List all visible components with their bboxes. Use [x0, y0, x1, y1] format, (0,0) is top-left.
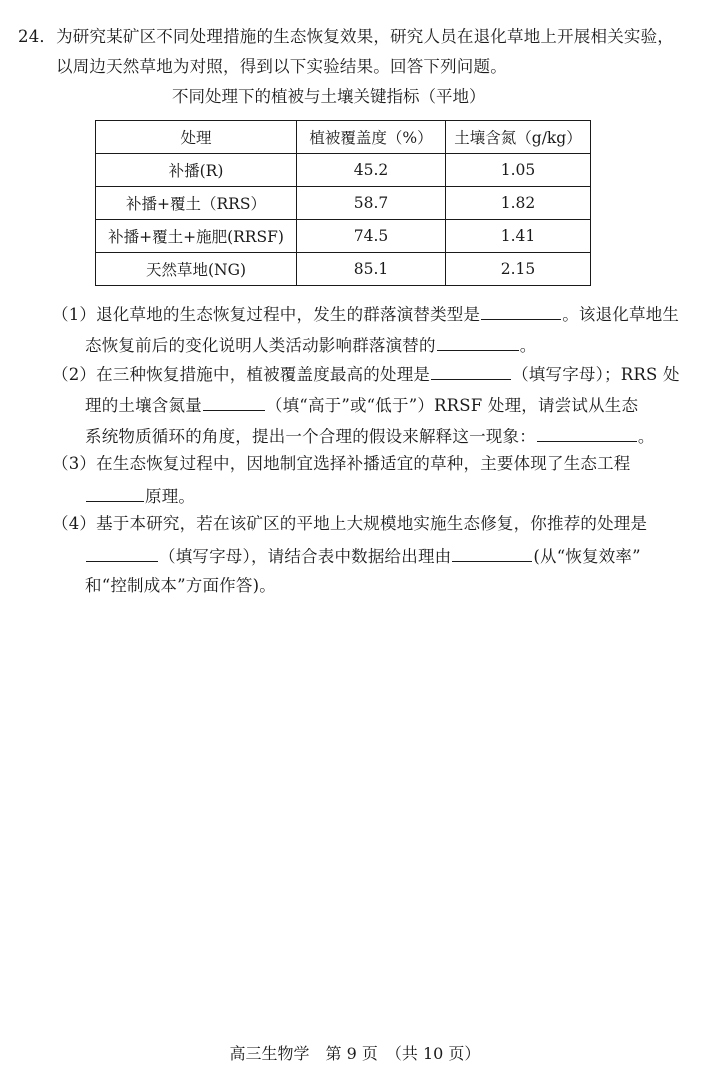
subquestion-3-line-1: （3）在生态恢复过程中，因地制宜选择补播适宜的草种，主要体现了生态工程 — [52, 454, 631, 473]
cell-treatment: 补播+覆土+施肥(RRSF) — [96, 220, 297, 253]
answer-blank-1b[interactable] — [437, 333, 519, 351]
cell-treatment: 补播+覆土（RRS） — [96, 187, 297, 220]
table-row — [96, 154, 591, 187]
question-intro-line-1: 24．为研究某矿区不同处理措施的生态恢复效果，研究人员在退化草地上开展相关实验， — [18, 27, 674, 46]
subquestion-2-text-d: （填“高于”或“低于”）RRSF 处理，请尝试从生态 — [265, 396, 639, 415]
header-cell-treatment: 处理 — [96, 121, 297, 154]
header-cell-coverage: 植被覆盖度（%） — [297, 121, 446, 154]
subquestion-4-text-a: （填写字母），请结合表中数据给出理由 — [159, 547, 452, 566]
header-cell-nitrogen: 土壤含氮（g/kg） — [446, 121, 591, 154]
subquestion-1-line-1 — [52, 302, 679, 326]
question-intro-line-2: 以周边天然草地为对照，得到以下实验结果。回答下列问题。 — [56, 57, 507, 76]
subquestion-1-line-2 — [85, 333, 536, 357]
subquestion-2-text-a: （2）在三种恢复措施中，植被覆盖度最高的处理是 — [52, 365, 431, 384]
cell-coverage: 85.1 — [297, 253, 446, 286]
subquestion-2-text-c: 理的土壤含氮量 — [85, 396, 202, 415]
data-table — [95, 120, 591, 286]
answer-blank-1a[interactable] — [481, 302, 561, 320]
subquestion-1-text-b: 。该退化草地生 — [562, 305, 680, 324]
cell-coverage: 45.2 — [297, 154, 446, 187]
cell-coverage: 58.7 — [297, 187, 446, 220]
cell-nitrogen: 2.15 — [446, 253, 591, 286]
subquestion-1-text-c: 态恢复前后的变化说明人类活动影响群落演替的 — [85, 336, 436, 355]
subquestion-4-line-2 — [85, 544, 641, 568]
subquestion-2-line-3 — [85, 424, 655, 448]
subquestion-2-text-e: 系统物质循环的角度，提出一个合理的假设来解释这一现象： — [85, 427, 536, 446]
subquestion-4-line-1: （4）基于本研究，若在该矿区的平地上大规模地实施生态修复，你推荐的处理是 — [52, 514, 648, 533]
table-row — [96, 220, 591, 253]
answer-blank-2a[interactable] — [431, 362, 511, 380]
subquestion-3-line-2 — [85, 484, 195, 508]
table-caption: 不同处理下的植被与土壤关键指标（平地） — [172, 87, 486, 106]
cell-treatment: 天然草地(NG) — [96, 253, 297, 286]
answer-blank-2c[interactable] — [537, 424, 637, 442]
table-header-row — [96, 121, 591, 154]
cell-coverage: 74.5 — [297, 220, 446, 253]
subquestion-1-text-d: 。 — [519, 336, 537, 355]
page-footer: 高三生物学 第 9 页 （共 10 页） — [229, 1044, 481, 1063]
answer-blank-4a[interactable] — [86, 544, 158, 562]
subquestion-2-text-b: （填写字母）；RRS 处 — [512, 365, 680, 384]
cell-nitrogen: 1.82 — [446, 187, 591, 220]
table-row — [96, 187, 591, 220]
subquestion-2-line-1 — [52, 362, 680, 386]
subquestion-2-line-2 — [85, 393, 638, 417]
cell-nitrogen: 1.41 — [446, 220, 591, 253]
answer-blank-2b[interactable] — [203, 393, 265, 411]
subquestion-1-text-a: （1）退化草地的生态恢复过程中，发生的群落演替类型是 — [52, 305, 481, 324]
answer-blank-4b[interactable] — [452, 544, 532, 562]
answer-blank-3[interactable] — [86, 484, 144, 502]
subquestion-4-line-3: 和“控制成本”方面作答)。 — [85, 576, 276, 595]
table-row — [96, 253, 591, 286]
subquestion-2-text-f: 。 — [637, 427, 655, 446]
subquestion-3-text-b: 原理。 — [145, 487, 196, 506]
subquestion-4-text-b: (从“恢复效率” — [533, 547, 641, 566]
cell-nitrogen: 1.05 — [446, 154, 591, 187]
cell-treatment: 补播(R) — [96, 154, 297, 187]
